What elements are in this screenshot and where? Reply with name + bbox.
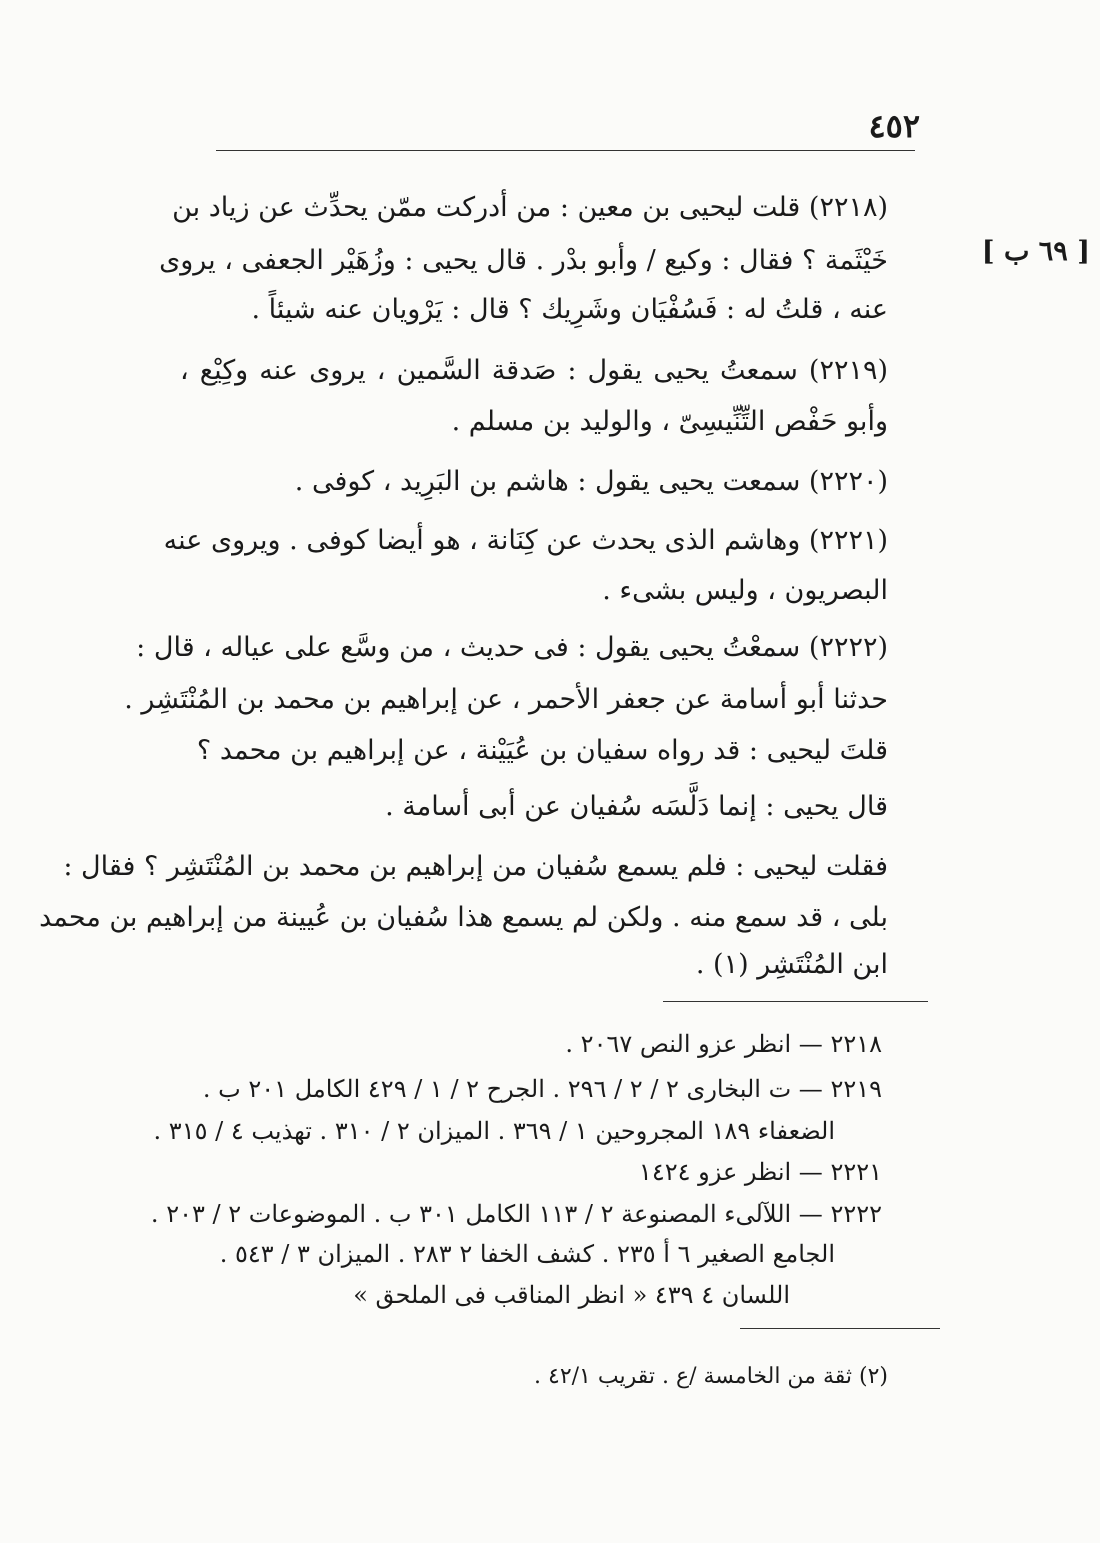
reference-note: ٢٢٢١ — انظر عزو ١٤٢٤ [638,1158,882,1186]
reference-note: الضعفاء ١٨٩ المجروحين ١ / ٣٦٩ . الميزان ٢ / ٣١٠ . تهذيب ٤ / ٣١٥ . [153,1117,835,1145]
body-line: البصريون ، وليس بشىء . [602,575,888,606]
body-line: وأبو حَفْص التِّنِّيسِىّ ، والوليد بن مسلم . [451,406,888,437]
body-line: فقلت ليحيى : فلم يسمع سُفيان من إبراهيم بن محمد بن المُنْتَشِر ؟ فقال : [63,851,888,882]
body-line: (٢٢٢٠) سمعت يحيى يقول : هاشم بن البَرِيد ، كوفى . [294,466,888,497]
body-line: قال يحيى : إنما دَلَّسَه سُفيان عن أبى أسامة . [385,791,888,822]
footnote: (٢) ثقة من الخامسة /ع . تقريب ٤٢/١ . [534,1364,888,1389]
header-rule-gap [172,150,216,152]
body-line: قلتَ ليحيى : قد رواه سفيان بن عُيَيْنة ، عن إبراهيم بن محمد ؟ [196,735,888,766]
notes-rule [663,1001,928,1002]
body-line: عنه ، قلتُ له : فَسُفْيَان وشَرِيك ؟ قال : يَرْويان عنه شيئاً . [251,294,888,325]
body-line: بلى ، قد سمع منه . ولكن لم يسمع هذا سُفيان بن عُيينة من إبراهيم بن محمد [39,902,888,933]
body-line: حدثنا أبو أسامة عن جعفر الأحمر ، عن إبراهيم بن محمد بن المُنْتَشِر . [124,684,888,715]
body-line: (٢٢٢٢) سمعْتُ يحيى يقول : فى حديث ، من وسَّع على عياله ، قال : [136,632,888,663]
body-line: (٢٢١٩) سمعتُ يحيى يقول : صَدقة السَّمين ، يروى عنه وكِيْع ، [180,355,888,386]
footnote-rule [740,1328,940,1329]
body-line: ابن المُنْتَشِر (١) . [695,949,888,980]
page-number: ٤٥٢ [868,107,920,145]
header-rule [172,150,915,151]
reference-note: الجامع الصغير ٦ أ ٢٣٥ . كشف الخفا ٢ ٢٨٣ . الميزان ٣ / ٥٤٣ . [219,1240,835,1268]
body-line: (٢٢١٨) قلت ليحيى بن معين : من أدركت ممّن يحدِّث عن زياد بن [172,192,888,223]
reference-note: اللسان ٤ ٤٣٩ « انظر المناقب فى الملحق » [353,1281,790,1309]
reference-note: ٢٢١٨ — انظر عزو النص ٢٠٦٧ . [565,1030,882,1058]
body-line: (٢٢٢١) وهاشم الذى يحدث عن كِنَانة ، هو أيضا كوفى . ويروى عنه [163,525,888,556]
reference-note: ٢٢٢٢ — اللآلىء المصنوعة ٢ / ١١٣ الكامل ٣٠١ ب . الموضوعات ٢ / ٢٠٣ . [150,1200,882,1228]
margin-folio-note: [ ٦٩ ب ] [981,236,1090,267]
reference-note: ٢٢١٩ — ت البخارى ٢ / ٢ / ٢٩٦ . الجرح ٢ / ١ / ٤٢٩ الكامل ٢٠١ ب . [202,1075,882,1103]
body-line: خَيْثَمة ؟ فقال : وكيع / وأبو بدْر . قال يحيى : وزُهَيْر الجعفى ، يروى [159,245,888,276]
